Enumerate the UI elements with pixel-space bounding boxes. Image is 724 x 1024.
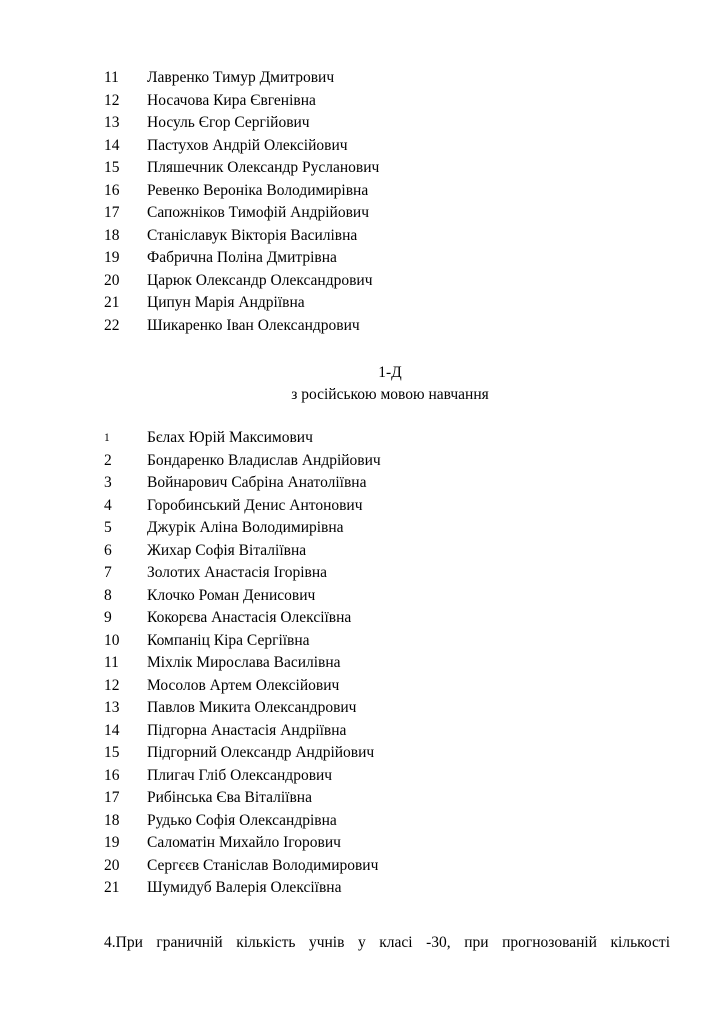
row-number: 19 [104, 249, 120, 266]
list-item [104, 67, 379, 90]
footer-paragraph: 4.При граничній кількість учнів у класі -30, при прогнозованій кількості [104, 934, 670, 951]
list-item [104, 427, 381, 450]
row-number: 15 [104, 159, 120, 176]
row-number: 13 [104, 699, 120, 716]
list-item [104, 202, 379, 225]
row-number: 21 [104, 879, 120, 896]
student-name: Носачова Кира Євгенівна [147, 91, 316, 109]
list-item [104, 157, 379, 180]
class-title: 1-Д [378, 364, 402, 381]
student-name: Горобинський Денис Антонович [147, 496, 363, 514]
list-item [104, 832, 381, 855]
student-name: Пляшечник Олександр Русланович [147, 159, 380, 176]
list-item [104, 720, 381, 743]
student-name: Мосолов Артем Олексійович [147, 676, 340, 694]
row-number: 20 [104, 271, 120, 289]
class-subtitle: з російською мовою навчання [291, 386, 489, 403]
student-name: Бєлах Юрій Максимович [147, 429, 313, 446]
student-name: Царюк Олександр Олександрович [147, 271, 373, 289]
row-number: 11 [104, 654, 119, 671]
row-number: 12 [104, 676, 120, 694]
row-number: 2 [104, 451, 112, 469]
row-number: 17 [104, 204, 120, 221]
list-item [104, 697, 381, 720]
row-number: 7 [104, 564, 112, 581]
list-item [104, 652, 381, 675]
row-number: 14 [104, 721, 120, 739]
list-item [104, 112, 379, 135]
student-name: Шикаренко Іван Олександрович [147, 316, 360, 334]
list-item [104, 135, 379, 158]
student-name: Жихар Софія Віталіївна [147, 541, 307, 559]
list-item [104, 765, 381, 788]
list-item [104, 562, 381, 585]
student-name: Лавренко Тимур Дмитрович [147, 69, 335, 86]
student-name: Міхлік Мирослава Василівна [147, 654, 341, 671]
student-name: Сергєєв Станіслав Володимирович [147, 856, 379, 874]
list-item [104, 270, 379, 293]
row-number: 15 [104, 744, 120, 761]
row-number: 17 [104, 789, 120, 806]
student-name: Кокорєва Анастасія Олексіївна [147, 609, 352, 626]
list-item [104, 472, 381, 495]
list-item [104, 810, 381, 833]
list-item [104, 315, 379, 338]
row-number: 8 [104, 586, 112, 604]
student-name: Павлов Микита Олександрович [147, 699, 357, 716]
row-number: 9 [104, 609, 112, 626]
student-name: Компаніц Кіра Сергіївна [147, 631, 310, 649]
student-name: Станіславук Вікторія Василівна [147, 226, 358, 244]
row-number: 13 [104, 114, 120, 131]
student-name: Бондаренко Владислав Андрійович [147, 451, 381, 469]
list-item [104, 495, 381, 518]
row-number: 12 [104, 91, 120, 109]
student-name: Саломатін Михайло Ігорович [147, 834, 341, 851]
list-item [104, 90, 379, 113]
list-item [104, 630, 381, 653]
list-item [104, 607, 381, 630]
row-number: 16 [104, 766, 120, 784]
student-list-previous-class [104, 67, 379, 337]
list-item [104, 292, 379, 315]
row-number: 18 [104, 226, 120, 244]
row-number: 20 [104, 856, 120, 874]
student-name: Рудько Софія Олександрівна [147, 811, 337, 829]
row-number: 6 [104, 541, 112, 559]
student-name: Підгорна Анастасія Андріївна [147, 721, 347, 739]
student-name: Носуль Єгор Сергійович [147, 114, 310, 131]
list-item [104, 877, 381, 900]
row-number: 16 [104, 181, 120, 199]
student-name: Шумидуб Валерія Олексіївна [147, 879, 342, 896]
list-item [104, 450, 381, 473]
student-name: Плигач Гліб Олександрович [147, 766, 333, 784]
student-name: Ципун Марія Андріївна [147, 294, 305, 311]
student-name: Фабрична Поліна Дмитрівна [147, 249, 337, 266]
list-item [104, 855, 381, 878]
row-number: 19 [104, 834, 120, 851]
row-number: 14 [104, 136, 120, 154]
row-number: 4 [104, 496, 112, 514]
row-number: 5 [104, 519, 112, 536]
list-item [104, 517, 381, 540]
student-list-class-1d [104, 427, 381, 900]
row-number: 22 [104, 316, 120, 334]
student-name: Клочко Роман Денисович [147, 586, 316, 604]
row-number: 18 [104, 811, 120, 829]
list-item [104, 675, 381, 698]
row-number: 3 [104, 474, 112, 491]
student-name: Джурік Аліна Володимирівна [147, 519, 344, 536]
student-name: Сапожніков Тимофій Андрійович [147, 204, 370, 221]
row-number: 1 [104, 432, 110, 444]
row-number: 21 [104, 294, 120, 311]
row-number: 10 [104, 631, 120, 649]
list-item [104, 742, 381, 765]
student-name: Войнарович Сабріна Анатоліївна [147, 474, 367, 491]
student-name: Рибінська Єва Віталіївна [147, 789, 312, 806]
list-item [104, 540, 381, 563]
list-item [104, 247, 379, 270]
list-item [104, 225, 379, 248]
list-item [104, 787, 381, 810]
list-item [104, 585, 381, 608]
student-name: Підгорний Олександр Андрійович [147, 744, 375, 761]
student-name: Золотих Анастасія Ігорівна [147, 564, 327, 581]
list-item [104, 180, 379, 203]
student-name: Пастухов Андрій Олексійович [147, 136, 348, 154]
student-name: Ревенко Вероніка Володимирівна [147, 181, 369, 199]
row-number: 11 [104, 69, 119, 86]
